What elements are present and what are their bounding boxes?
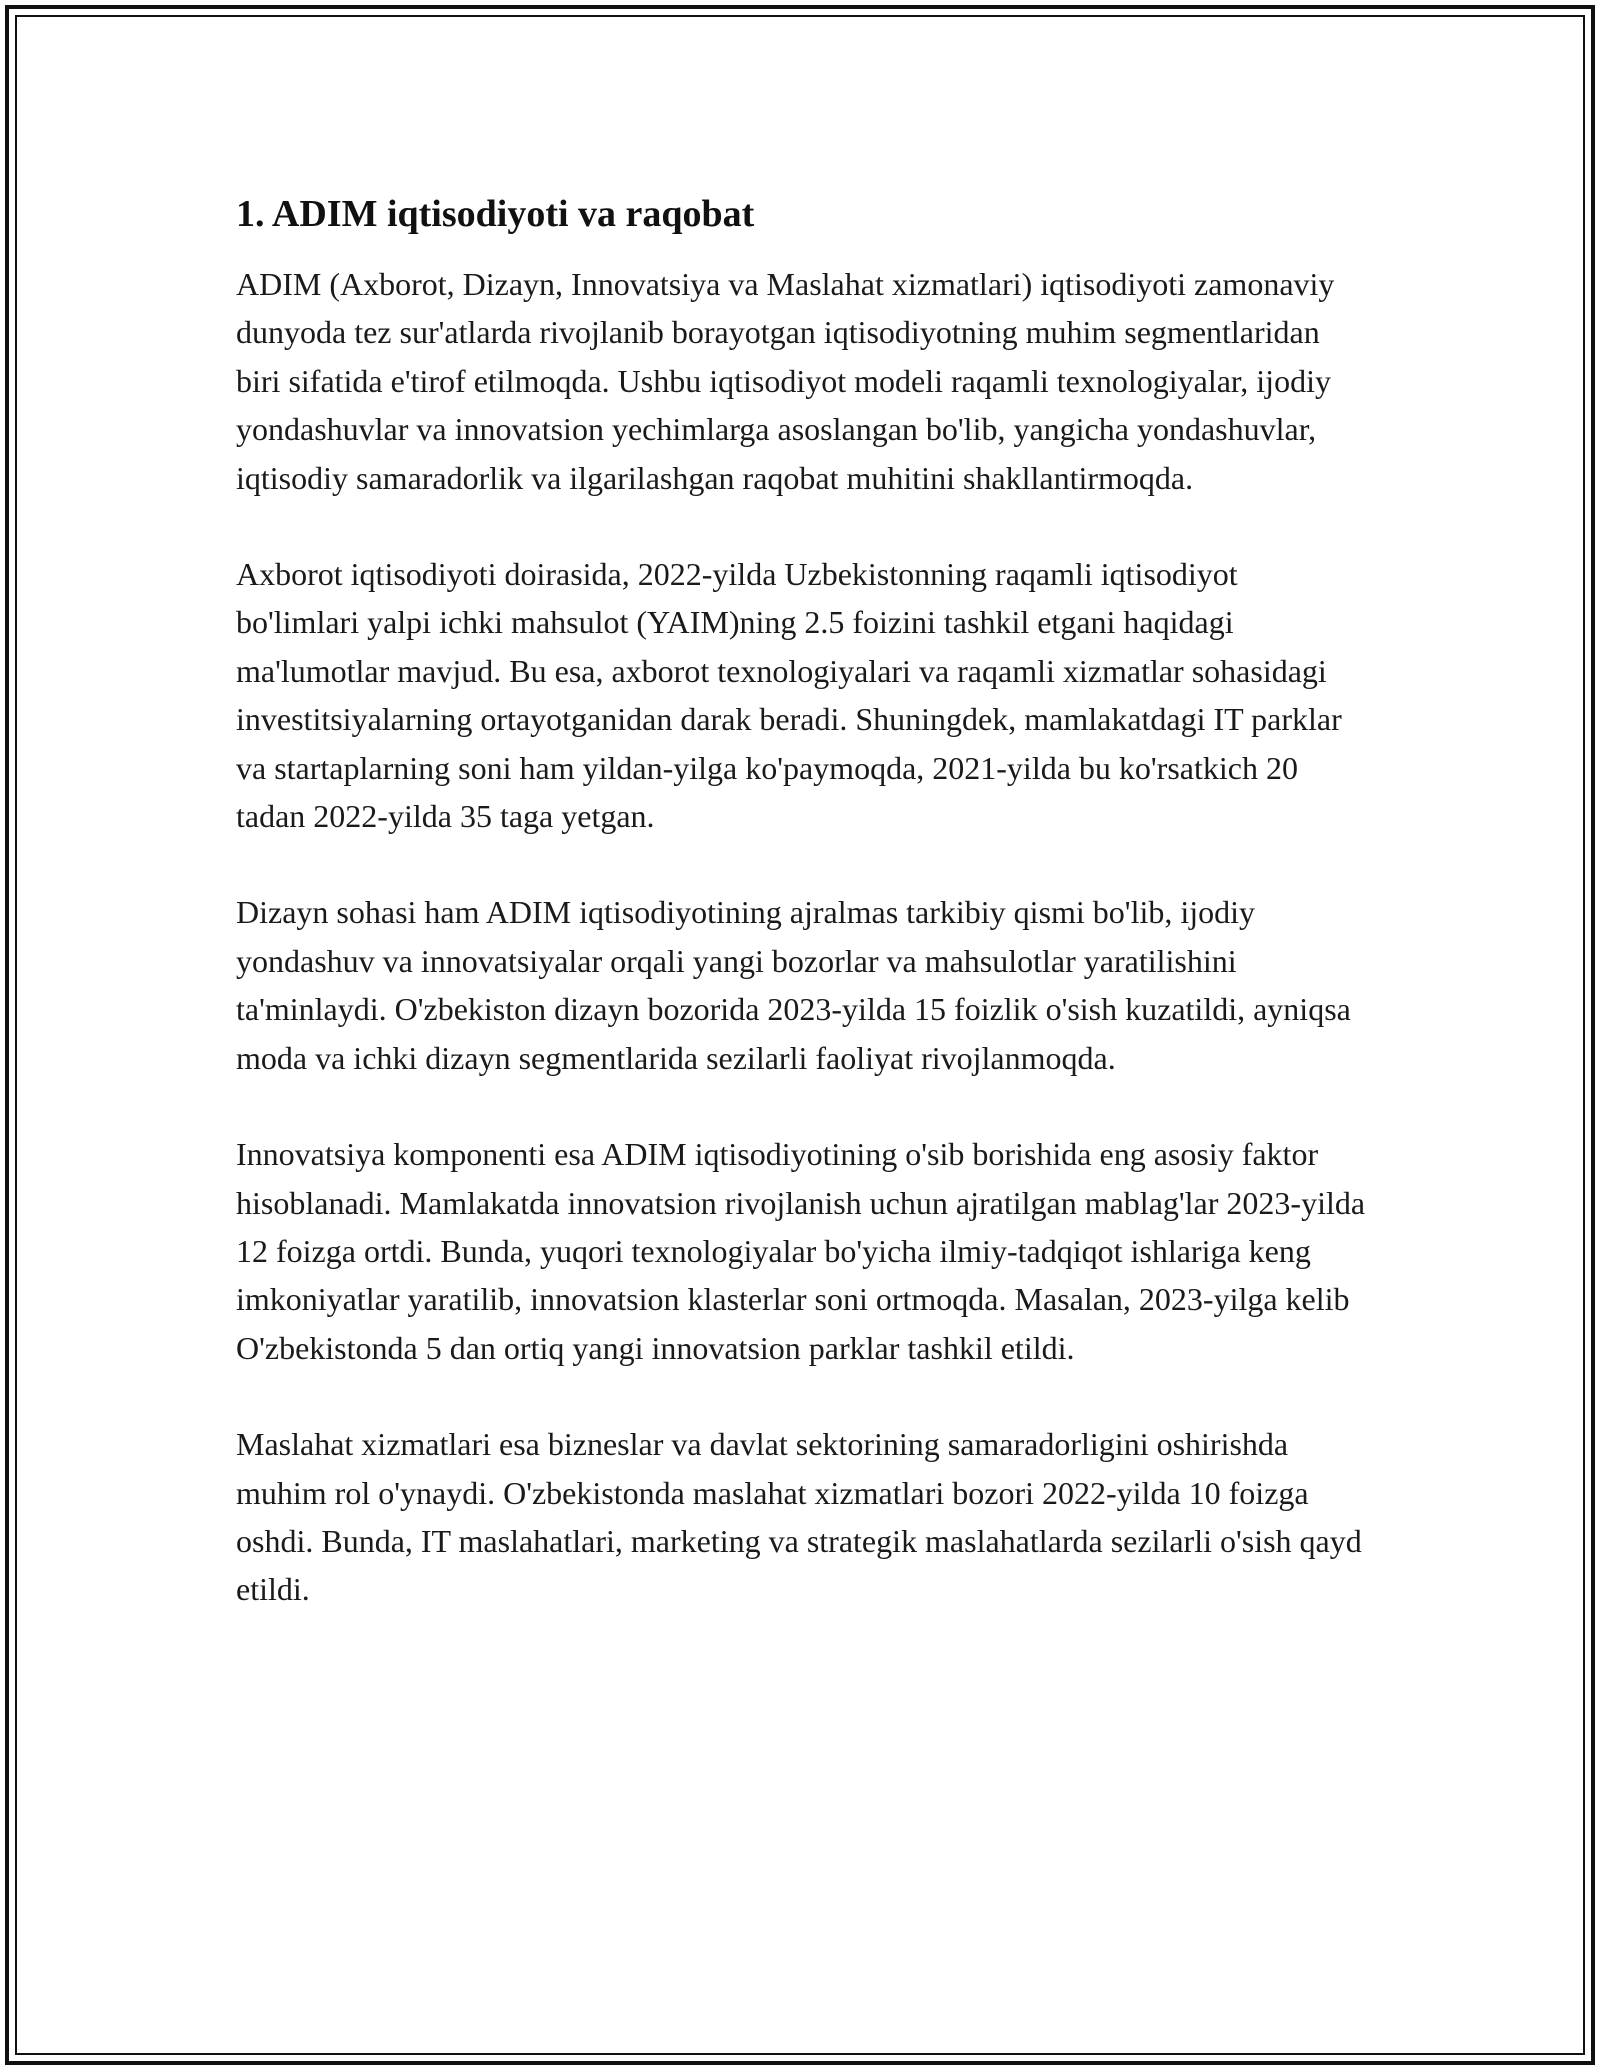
- paragraph-innovatsiya: Innovatsiya komponenti esa ADIM iqtisodiyotining o'sib borishida eng asosiy faktor hisoblanadi. Mamlakatda innovatsion rivojlanish uchun ajratilgan mablag'lar 2023-yilda 12 foizga ortdi. Bunda, yuqori texnologiyalar bo'yicha ilmiy-tadqiqot ishlariga keng imkoniyatlar yaratilib, innovatsion klasterlar soni ortmoqda. Masalan, 2023-yilga kelib O'zbekistonda 5 dan ortiq yangi innovatsion parklar tashkil etildi.: [236, 1136, 1366, 1366]
- paragraph-intro: ADIM (Axborot, Dizayn, Innovatsiya va Maslahat xizmatlari) iqtisodiyoti zamonaviy dunyoda tez sur'atlarda rivojlanib borayotgan iqtisodiyotning muhim segmentlaridan biri sifatida e'tirof etilmoqda. Ushbu iqtisodiyot modeli raqamli texnologiyalar, ijodiy yondashuvlar va innovatsion yechimlarga asoslangan bo'lib, yangicha yondashuvlar, iqtisodiy samaradorlik va ilgarilashgan raqobat muhitini shakllantirmoqda.: [236, 266, 1335, 496]
- paragraph-axborot: Axborot iqtisodiyoti doirasida, 2022-yilda Uzbekistonning raqamli iqtisodiyot bo'limlari yalpi ichki mahsulot (YAIM)ning 2.5 foizini tashkil etgani haqidagi ma'lumotlar mavjud. Bu esa, axborot texnologiyalari va raqamli xizmatlar sohasidagi investitsiyalarning ortayotganidan darak beradi. Shuningdek, mamlakatdagi IT parklar va startaplarning soni ham yildan-yilga ko'paymoqda, 2021-yilda bu ko'rsatkich 20 tadan 2022-yilda 35 taga yetgan.: [236, 556, 1342, 835]
- paragraph-dizayn: Dizayn sohasi ham ADIM iqtisodiyotining ajralmas tarkibiy qismi bo'lib, ijodiy yondashuv va innovatsiyalar orqali yangi bozorlar va mahsulotlar yaratilishini ta'minlaydi. O'zbekiston dizayn bozorida 2023-yilda 15 foizlik o'sish kuzatildi, ayniqsa moda va ichki dizayn segmentlarida sezilarli faoliyat rivojlanmoqda.: [236, 894, 1351, 1076]
- document-body: [236, 190, 1366, 1662]
- paragraph-maslahat: Maslahat xizmatlari esa bizneslar va davlat sektorining samaradorligini oshirishda muhim rol o'ynaydi. O'zbekistonda maslahat xizmatlari bozori 2022-yilda 10 foizga oshdi. Bunda, IT maslahatlari, marketing va strategik maslahatlarda sezilarli o'sish qayd etildi.: [236, 1426, 1362, 1608]
- section-title: 1. ADIM iqtisodiyoti va raqobat: [236, 193, 755, 235]
